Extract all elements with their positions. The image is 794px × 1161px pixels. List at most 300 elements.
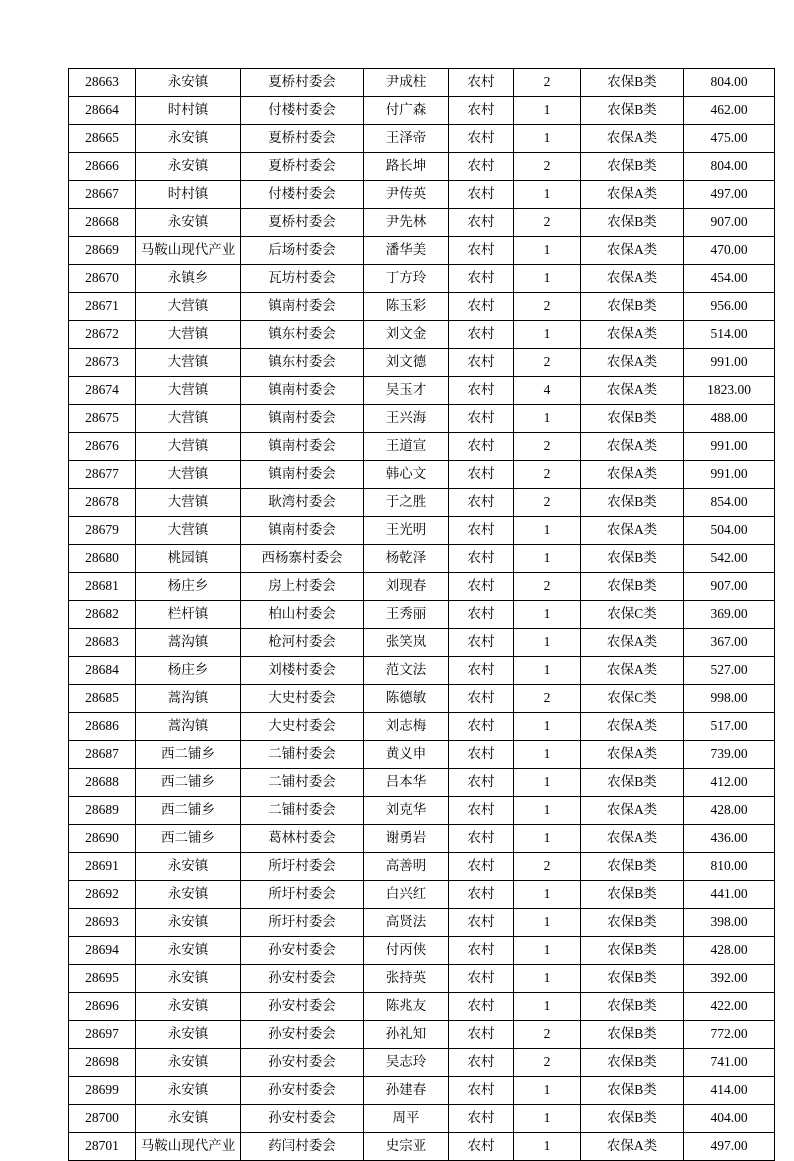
cell-category: 农保B类 bbox=[581, 97, 684, 125]
cell-category: 农保A类 bbox=[581, 349, 684, 377]
cell-category: 农保A类 bbox=[581, 741, 684, 769]
cell-type: 农村 bbox=[449, 349, 514, 377]
cell-type: 农村 bbox=[449, 1077, 514, 1105]
cell-name: 张持英 bbox=[364, 965, 449, 993]
cell-name: 张笑岚 bbox=[364, 629, 449, 657]
cell-amount: 739.00 bbox=[684, 741, 775, 769]
cell-town: 永安镇 bbox=[136, 881, 241, 909]
cell-category: 农保B类 bbox=[581, 1049, 684, 1077]
cell-count: 2 bbox=[514, 853, 581, 881]
cell-type: 农村 bbox=[449, 517, 514, 545]
cell-village: 房上村委会 bbox=[241, 573, 364, 601]
table-row bbox=[69, 573, 775, 601]
cell-type: 农村 bbox=[449, 573, 514, 601]
cell-type: 农村 bbox=[449, 377, 514, 405]
cell-town: 蒿沟镇 bbox=[136, 629, 241, 657]
table-row bbox=[69, 769, 775, 797]
cell-village: 镇南村委会 bbox=[241, 517, 364, 545]
cell-count: 2 bbox=[514, 1049, 581, 1077]
cell-town: 大营镇 bbox=[136, 461, 241, 489]
cell-type: 农村 bbox=[449, 1049, 514, 1077]
beneficiary-table bbox=[68, 68, 775, 1161]
cell-name: 刘克华 bbox=[364, 797, 449, 825]
cell-amount: 414.00 bbox=[684, 1077, 775, 1105]
table-row bbox=[69, 489, 775, 517]
cell-amount: 428.00 bbox=[684, 937, 775, 965]
cell-category: 农保A类 bbox=[581, 797, 684, 825]
table-row bbox=[69, 1105, 775, 1133]
cell-category: 农保B类 bbox=[581, 489, 684, 517]
cell-amount: 441.00 bbox=[684, 881, 775, 909]
cell-count: 1 bbox=[514, 181, 581, 209]
cell-amount: 998.00 bbox=[684, 685, 775, 713]
cell-id: 28690 bbox=[69, 825, 136, 853]
table-row bbox=[69, 909, 775, 937]
cell-name: 范文法 bbox=[364, 657, 449, 685]
cell-category: 农保B类 bbox=[581, 909, 684, 937]
cell-category: 农保B类 bbox=[581, 1021, 684, 1049]
cell-name: 孙建春 bbox=[364, 1077, 449, 1105]
cell-name: 尹传英 bbox=[364, 181, 449, 209]
table-row bbox=[69, 853, 775, 881]
cell-category: 农保A类 bbox=[581, 377, 684, 405]
cell-id: 28675 bbox=[69, 405, 136, 433]
cell-amount: 398.00 bbox=[684, 909, 775, 937]
cell-category: 农保B类 bbox=[581, 993, 684, 1021]
cell-amount: 428.00 bbox=[684, 797, 775, 825]
cell-count: 1 bbox=[514, 125, 581, 153]
cell-village: 付楼村委会 bbox=[241, 181, 364, 209]
cell-category: 农保A类 bbox=[581, 237, 684, 265]
cell-name: 谢勇岩 bbox=[364, 825, 449, 853]
cell-town: 杨庄乡 bbox=[136, 573, 241, 601]
cell-category: 农保B类 bbox=[581, 545, 684, 573]
cell-count: 1 bbox=[514, 825, 581, 853]
cell-name: 陈兆友 bbox=[364, 993, 449, 1021]
cell-id: 28663 bbox=[69, 69, 136, 97]
cell-count: 1 bbox=[514, 1133, 581, 1161]
cell-amount: 475.00 bbox=[684, 125, 775, 153]
cell-village: 夏桥村委会 bbox=[241, 209, 364, 237]
cell-type: 农村 bbox=[449, 993, 514, 1021]
cell-category: 农保B类 bbox=[581, 293, 684, 321]
cell-amount: 854.00 bbox=[684, 489, 775, 517]
cell-town: 大营镇 bbox=[136, 321, 241, 349]
cell-type: 农村 bbox=[449, 153, 514, 181]
cell-id: 28681 bbox=[69, 573, 136, 601]
cell-name: 孙礼知 bbox=[364, 1021, 449, 1049]
cell-village: 二铺村委会 bbox=[241, 769, 364, 797]
cell-name: 路长坤 bbox=[364, 153, 449, 181]
cell-type: 农村 bbox=[449, 1133, 514, 1161]
cell-name: 陈玉彩 bbox=[364, 293, 449, 321]
cell-village: 镇南村委会 bbox=[241, 405, 364, 433]
cell-name: 周平 bbox=[364, 1105, 449, 1133]
cell-name: 付广森 bbox=[364, 97, 449, 125]
table-body bbox=[69, 69, 775, 1161]
cell-village: 孙安村委会 bbox=[241, 1049, 364, 1077]
cell-town: 时村镇 bbox=[136, 181, 241, 209]
cell-count: 2 bbox=[514, 489, 581, 517]
cell-type: 农村 bbox=[449, 489, 514, 517]
table-row bbox=[69, 1049, 775, 1077]
cell-amount: 991.00 bbox=[684, 433, 775, 461]
cell-village: 镇东村委会 bbox=[241, 349, 364, 377]
table-row bbox=[69, 405, 775, 433]
cell-village: 夏桥村委会 bbox=[241, 153, 364, 181]
table-row bbox=[69, 181, 775, 209]
cell-village: 镇东村委会 bbox=[241, 321, 364, 349]
cell-category: 农保B类 bbox=[581, 965, 684, 993]
cell-type: 农村 bbox=[449, 69, 514, 97]
cell-count: 1 bbox=[514, 937, 581, 965]
cell-category: 农保A类 bbox=[581, 825, 684, 853]
cell-count: 1 bbox=[514, 713, 581, 741]
cell-category: 农保A类 bbox=[581, 433, 684, 461]
cell-village: 耿湾村委会 bbox=[241, 489, 364, 517]
cell-amount: 436.00 bbox=[684, 825, 775, 853]
cell-id: 28684 bbox=[69, 657, 136, 685]
cell-amount: 422.00 bbox=[684, 993, 775, 1021]
cell-village: 大史村委会 bbox=[241, 713, 364, 741]
cell-village: 孙安村委会 bbox=[241, 937, 364, 965]
cell-count: 1 bbox=[514, 97, 581, 125]
cell-id: 28693 bbox=[69, 909, 136, 937]
cell-name: 刘文德 bbox=[364, 349, 449, 377]
cell-village: 夏桥村委会 bbox=[241, 125, 364, 153]
cell-count: 2 bbox=[514, 153, 581, 181]
cell-name: 丁方玲 bbox=[364, 265, 449, 293]
cell-count: 2 bbox=[514, 573, 581, 601]
cell-id: 28673 bbox=[69, 349, 136, 377]
cell-count: 1 bbox=[514, 965, 581, 993]
cell-id: 28701 bbox=[69, 1133, 136, 1161]
cell-type: 农村 bbox=[449, 909, 514, 937]
cell-town: 栏杆镇 bbox=[136, 601, 241, 629]
cell-id: 28692 bbox=[69, 881, 136, 909]
cell-town: 永安镇 bbox=[136, 69, 241, 97]
cell-id: 28672 bbox=[69, 321, 136, 349]
cell-village: 镇南村委会 bbox=[241, 293, 364, 321]
cell-name: 高贤法 bbox=[364, 909, 449, 937]
cell-category: 农保B类 bbox=[581, 769, 684, 797]
cell-amount: 956.00 bbox=[684, 293, 775, 321]
cell-count: 1 bbox=[514, 601, 581, 629]
cell-category: 农保C类 bbox=[581, 685, 684, 713]
cell-town: 桃园镇 bbox=[136, 545, 241, 573]
cell-id: 28664 bbox=[69, 97, 136, 125]
cell-town: 大营镇 bbox=[136, 293, 241, 321]
cell-name: 陈德敏 bbox=[364, 685, 449, 713]
cell-village: 后场村委会 bbox=[241, 237, 364, 265]
cell-amount: 392.00 bbox=[684, 965, 775, 993]
cell-amount: 369.00 bbox=[684, 601, 775, 629]
cell-town: 永镇乡 bbox=[136, 265, 241, 293]
cell-type: 农村 bbox=[449, 629, 514, 657]
cell-type: 农村 bbox=[449, 657, 514, 685]
table-row bbox=[69, 349, 775, 377]
cell-category: 农保A类 bbox=[581, 461, 684, 489]
cell-count: 1 bbox=[514, 629, 581, 657]
cell-type: 农村 bbox=[449, 797, 514, 825]
cell-category: 农保A类 bbox=[581, 181, 684, 209]
cell-name: 高善明 bbox=[364, 853, 449, 881]
cell-town: 永安镇 bbox=[136, 1077, 241, 1105]
cell-count: 1 bbox=[514, 909, 581, 937]
cell-id: 28676 bbox=[69, 433, 136, 461]
cell-type: 农村 bbox=[449, 125, 514, 153]
cell-name: 于之胜 bbox=[364, 489, 449, 517]
table-row bbox=[69, 601, 775, 629]
cell-name: 尹先林 bbox=[364, 209, 449, 237]
cell-village: 二铺村委会 bbox=[241, 741, 364, 769]
cell-count: 4 bbox=[514, 377, 581, 405]
cell-town: 永安镇 bbox=[136, 125, 241, 153]
table-row bbox=[69, 685, 775, 713]
cell-name: 尹成柱 bbox=[364, 69, 449, 97]
cell-count: 2 bbox=[514, 349, 581, 377]
cell-amount: 488.00 bbox=[684, 405, 775, 433]
cell-id: 28677 bbox=[69, 461, 136, 489]
cell-id: 28689 bbox=[69, 797, 136, 825]
cell-id: 28695 bbox=[69, 965, 136, 993]
cell-type: 农村 bbox=[449, 881, 514, 909]
cell-town: 永安镇 bbox=[136, 965, 241, 993]
table-row bbox=[69, 1133, 775, 1161]
cell-count: 1 bbox=[514, 657, 581, 685]
cell-count: 2 bbox=[514, 293, 581, 321]
cell-town: 西二铺乡 bbox=[136, 741, 241, 769]
cell-amount: 542.00 bbox=[684, 545, 775, 573]
cell-count: 2 bbox=[514, 1021, 581, 1049]
table-row bbox=[69, 321, 775, 349]
cell-count: 1 bbox=[514, 237, 581, 265]
cell-name: 王兴海 bbox=[364, 405, 449, 433]
cell-village: 枪河村委会 bbox=[241, 629, 364, 657]
cell-amount: 527.00 bbox=[684, 657, 775, 685]
cell-name: 吴志玲 bbox=[364, 1049, 449, 1077]
cell-category: 农保B类 bbox=[581, 405, 684, 433]
cell-town: 大营镇 bbox=[136, 377, 241, 405]
cell-count: 1 bbox=[514, 265, 581, 293]
cell-village: 镇南村委会 bbox=[241, 377, 364, 405]
cell-id: 28678 bbox=[69, 489, 136, 517]
cell-amount: 991.00 bbox=[684, 461, 775, 489]
cell-village: 镇南村委会 bbox=[241, 433, 364, 461]
cell-category: 农保B类 bbox=[581, 69, 684, 97]
cell-village: 刘楼村委会 bbox=[241, 657, 364, 685]
cell-amount: 412.00 bbox=[684, 769, 775, 797]
cell-name: 吴玉才 bbox=[364, 377, 449, 405]
cell-id: 28679 bbox=[69, 517, 136, 545]
cell-town: 永安镇 bbox=[136, 1021, 241, 1049]
cell-town: 永安镇 bbox=[136, 937, 241, 965]
cell-village: 夏桥村委会 bbox=[241, 69, 364, 97]
cell-town: 杨庄乡 bbox=[136, 657, 241, 685]
cell-category: 农保A类 bbox=[581, 265, 684, 293]
table-row bbox=[69, 545, 775, 573]
cell-id: 28687 bbox=[69, 741, 136, 769]
cell-id: 28667 bbox=[69, 181, 136, 209]
cell-town: 永安镇 bbox=[136, 209, 241, 237]
cell-type: 农村 bbox=[449, 293, 514, 321]
cell-category: 农保B类 bbox=[581, 573, 684, 601]
cell-type: 农村 bbox=[449, 713, 514, 741]
cell-town: 大营镇 bbox=[136, 517, 241, 545]
cell-type: 农村 bbox=[449, 405, 514, 433]
cell-amount: 517.00 bbox=[684, 713, 775, 741]
cell-town: 蒿沟镇 bbox=[136, 713, 241, 741]
cell-name: 刘文金 bbox=[364, 321, 449, 349]
table-row bbox=[69, 881, 775, 909]
cell-village: 二铺村委会 bbox=[241, 797, 364, 825]
cell-town: 时村镇 bbox=[136, 97, 241, 125]
table-row bbox=[69, 237, 775, 265]
cell-id: 28686 bbox=[69, 713, 136, 741]
cell-category: 农保B类 bbox=[581, 853, 684, 881]
table-row bbox=[69, 713, 775, 741]
cell-amount: 1823.00 bbox=[684, 377, 775, 405]
table-row bbox=[69, 741, 775, 769]
cell-town: 大营镇 bbox=[136, 349, 241, 377]
cell-type: 农村 bbox=[449, 321, 514, 349]
cell-name: 白兴红 bbox=[364, 881, 449, 909]
cell-id: 28694 bbox=[69, 937, 136, 965]
cell-type: 农村 bbox=[449, 853, 514, 881]
table-row bbox=[69, 461, 775, 489]
cell-name: 付丙侠 bbox=[364, 937, 449, 965]
cell-category: 农保B类 bbox=[581, 153, 684, 181]
cell-id: 28685 bbox=[69, 685, 136, 713]
cell-type: 农村 bbox=[449, 825, 514, 853]
cell-id: 28697 bbox=[69, 1021, 136, 1049]
cell-village: 药闫村委会 bbox=[241, 1133, 364, 1161]
cell-count: 1 bbox=[514, 405, 581, 433]
cell-id: 28669 bbox=[69, 237, 136, 265]
cell-amount: 497.00 bbox=[684, 1133, 775, 1161]
cell-amount: 804.00 bbox=[684, 153, 775, 181]
cell-village: 所圩村委会 bbox=[241, 909, 364, 937]
cell-village: 柏山村委会 bbox=[241, 601, 364, 629]
cell-count: 1 bbox=[514, 993, 581, 1021]
table-row bbox=[69, 153, 775, 181]
table-row bbox=[69, 69, 775, 97]
cell-name: 吕本华 bbox=[364, 769, 449, 797]
cell-village: 所圩村委会 bbox=[241, 881, 364, 909]
cell-name: 王秀丽 bbox=[364, 601, 449, 629]
cell-id: 28671 bbox=[69, 293, 136, 321]
cell-village: 孙安村委会 bbox=[241, 1021, 364, 1049]
cell-town: 马鞍山现代产业 bbox=[136, 1133, 241, 1161]
cell-count: 1 bbox=[514, 1077, 581, 1105]
cell-amount: 514.00 bbox=[684, 321, 775, 349]
cell-category: 农保A类 bbox=[581, 321, 684, 349]
cell-town: 大营镇 bbox=[136, 433, 241, 461]
cell-count: 1 bbox=[514, 797, 581, 825]
cell-village: 孙安村委会 bbox=[241, 993, 364, 1021]
cell-category: 农保B类 bbox=[581, 1077, 684, 1105]
cell-category: 农保A类 bbox=[581, 125, 684, 153]
cell-type: 农村 bbox=[449, 769, 514, 797]
cell-amount: 907.00 bbox=[684, 209, 775, 237]
cell-amount: 470.00 bbox=[684, 237, 775, 265]
table-row bbox=[69, 629, 775, 657]
cell-amount: 497.00 bbox=[684, 181, 775, 209]
cell-name: 潘华美 bbox=[364, 237, 449, 265]
table-row bbox=[69, 209, 775, 237]
cell-town: 永安镇 bbox=[136, 153, 241, 181]
cell-amount: 772.00 bbox=[684, 1021, 775, 1049]
cell-count: 2 bbox=[514, 69, 581, 97]
table-row bbox=[69, 293, 775, 321]
table-row bbox=[69, 993, 775, 1021]
cell-id: 28682 bbox=[69, 601, 136, 629]
cell-village: 镇南村委会 bbox=[241, 461, 364, 489]
cell-count: 1 bbox=[514, 881, 581, 909]
cell-category: 农保B类 bbox=[581, 209, 684, 237]
cell-town: 永安镇 bbox=[136, 1049, 241, 1077]
table-row bbox=[69, 1021, 775, 1049]
table-row bbox=[69, 825, 775, 853]
cell-village: 西杨寨村委会 bbox=[241, 545, 364, 573]
cell-id: 28696 bbox=[69, 993, 136, 1021]
cell-id: 28680 bbox=[69, 545, 136, 573]
cell-amount: 367.00 bbox=[684, 629, 775, 657]
cell-type: 农村 bbox=[449, 601, 514, 629]
cell-id: 28665 bbox=[69, 125, 136, 153]
cell-category: 农保B类 bbox=[581, 881, 684, 909]
cell-type: 农村 bbox=[449, 965, 514, 993]
cell-amount: 741.00 bbox=[684, 1049, 775, 1077]
cell-type: 农村 bbox=[449, 237, 514, 265]
table-row bbox=[69, 97, 775, 125]
cell-type: 农村 bbox=[449, 433, 514, 461]
cell-amount: 462.00 bbox=[684, 97, 775, 125]
cell-type: 农村 bbox=[449, 97, 514, 125]
table-row bbox=[69, 377, 775, 405]
cell-town: 永安镇 bbox=[136, 993, 241, 1021]
cell-id: 28700 bbox=[69, 1105, 136, 1133]
cell-count: 2 bbox=[514, 461, 581, 489]
table-row bbox=[69, 517, 775, 545]
cell-town: 永安镇 bbox=[136, 1105, 241, 1133]
cell-category: 农保B类 bbox=[581, 937, 684, 965]
cell-category: 农保B类 bbox=[581, 1105, 684, 1133]
cell-count: 1 bbox=[514, 545, 581, 573]
cell-amount: 810.00 bbox=[684, 853, 775, 881]
cell-type: 农村 bbox=[449, 545, 514, 573]
cell-town: 永安镇 bbox=[136, 853, 241, 881]
cell-name: 刘现春 bbox=[364, 573, 449, 601]
cell-village: 瓦坊村委会 bbox=[241, 265, 364, 293]
cell-type: 农村 bbox=[449, 265, 514, 293]
cell-town: 西二铺乡 bbox=[136, 797, 241, 825]
table-row bbox=[69, 433, 775, 461]
table-row bbox=[69, 937, 775, 965]
table-row bbox=[69, 965, 775, 993]
cell-name: 杨乾泽 bbox=[364, 545, 449, 573]
cell-id: 28688 bbox=[69, 769, 136, 797]
cell-id: 28699 bbox=[69, 1077, 136, 1105]
cell-id: 28698 bbox=[69, 1049, 136, 1077]
cell-village: 孙安村委会 bbox=[241, 965, 364, 993]
cell-type: 农村 bbox=[449, 937, 514, 965]
cell-village: 付楼村委会 bbox=[241, 97, 364, 125]
cell-id: 28691 bbox=[69, 853, 136, 881]
cell-town: 大营镇 bbox=[136, 405, 241, 433]
cell-village: 孙安村委会 bbox=[241, 1105, 364, 1133]
cell-category: 农保A类 bbox=[581, 713, 684, 741]
